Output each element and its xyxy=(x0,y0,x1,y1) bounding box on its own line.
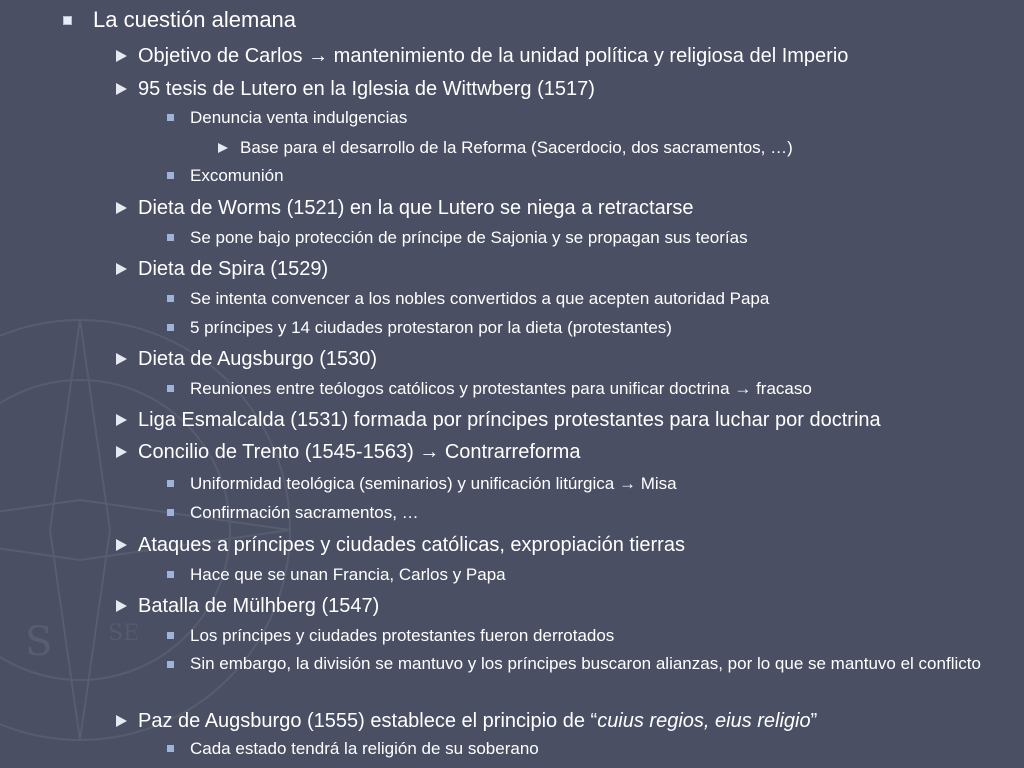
triangle-bullet-icon xyxy=(116,202,127,214)
bullet-dieta-augsburgo: Dieta de Augsburgo (1530) xyxy=(138,348,378,370)
sub-bullet-indulgencias: Denuncia venta indulgencias xyxy=(190,108,408,127)
svg-text:SE: SE xyxy=(108,621,140,646)
sub-bullet-francia: Hace que se unan Francia, Carlos y Papa xyxy=(190,565,506,584)
triangle-bullet-icon xyxy=(116,715,127,727)
square-bullet-icon xyxy=(167,234,174,241)
sub-bullet-derrotados: Los príncipes y ciudades protestantes fueron derrotados xyxy=(190,626,615,645)
bullet-ataques: Ataques a príncipes y ciudades católicas, expropiación tierras xyxy=(138,534,685,556)
bullet-paz-augsburgo: Paz de Augsburgo (1555) establece el principio de “cuius regios, eius religio” xyxy=(138,710,818,732)
triangle-bullet-icon xyxy=(116,83,127,95)
svg-text:S: S xyxy=(25,619,53,665)
square-bullet-icon xyxy=(167,661,174,668)
sub-bullet-reuniones: Reuniones entre teólogos católicos y protestantes para unificar doctrina → fracaso xyxy=(190,379,812,398)
square-bullet-icon xyxy=(63,16,72,25)
sub-bullet-division: Sin embargo, la división se mantuvo y los príncipes buscaron alianzas, por lo que se mantuvo el conflicto xyxy=(190,654,981,673)
bullet-dieta-spira: Dieta de Spira (1529) xyxy=(138,258,329,280)
bullet-batalla-mulhberg: Batalla de Mülhberg (1547) xyxy=(138,595,380,617)
square-bullet-icon xyxy=(167,480,174,487)
sub-bullet-confirmacion: Confirmación sacramentos, … xyxy=(190,503,419,522)
bullet-95-tesis: 95 tesis de Lutero en la Iglesia de Wittwberg (1517) xyxy=(138,78,595,100)
square-bullet-icon xyxy=(167,172,174,179)
sub-bullet-soberano: Cada estado tendrá la religión de su soberano xyxy=(190,739,539,758)
triangle-bullet-icon xyxy=(116,446,127,458)
square-bullet-icon xyxy=(167,571,174,578)
bullet-concilio-trento: Concilio de Trento (1545-1563) → Contrarreforma xyxy=(138,441,581,463)
square-bullet-icon xyxy=(167,114,174,121)
sub-sub-bullet-reforma: Base para el desarrollo de la Reforma (Sacerdocio, dos sacramentos, …) xyxy=(240,138,793,157)
square-bullet-icon xyxy=(167,509,174,516)
arrow-right-icon: → xyxy=(734,379,752,398)
sub-bullet-nobles: Se intenta convencer a los nobles convertidos a que acepten autoridad Papa xyxy=(190,289,770,308)
bullet-dieta-worms: Dieta de Worms (1521) en la que Lutero se niega a retractarse xyxy=(138,197,694,219)
sub-bullet-excomunion: Excomunión xyxy=(190,166,284,185)
square-bullet-icon xyxy=(167,745,174,752)
arrow-right-icon: → xyxy=(618,474,636,493)
square-bullet-icon xyxy=(167,295,174,302)
triangle-bullet-icon xyxy=(116,600,127,612)
sub-bullet-protestantes: 5 príncipes y 14 ciudades protestaron por la dieta (protestantes) xyxy=(190,318,672,337)
square-bullet-icon xyxy=(167,385,174,392)
sub-bullet-uniformidad: Uniformidad teológica (seminarios) y unificación litúrgica → Misa xyxy=(190,474,677,493)
triangle-bullet-icon xyxy=(116,414,127,426)
square-bullet-icon xyxy=(167,632,174,639)
triangle-bullet-icon xyxy=(116,353,127,365)
sub-bullet-sajonia: Se pone bajo protección de príncipe de Sajonia y se propagan sus teorías xyxy=(190,228,748,247)
triangle-bullet-icon xyxy=(116,50,127,62)
arrow-right-icon: → xyxy=(419,441,440,463)
square-bullet-icon xyxy=(167,324,174,331)
triangle-bullet-icon xyxy=(218,143,228,153)
arrow-right-icon: → xyxy=(308,45,329,67)
bullet-objetivo: Objetivo de Carlos → mantenimiento de la unidad política y religiosa del Imperio xyxy=(138,45,849,67)
bullet-liga-esmalcalda: Liga Esmalcalda (1531) formada por príncipes protestantes para luchar por doctrina xyxy=(138,409,881,431)
slide-title: La cuestión alemana xyxy=(93,7,297,32)
triangle-bullet-icon xyxy=(116,263,127,275)
triangle-bullet-icon xyxy=(116,539,127,551)
